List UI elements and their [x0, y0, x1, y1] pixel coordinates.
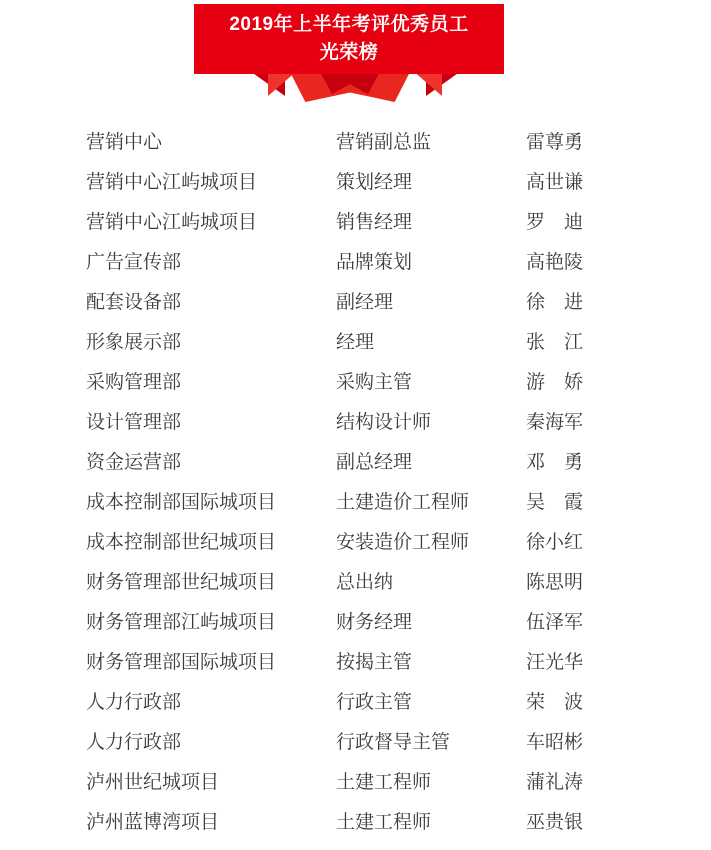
row-role: 土建工程师 [336, 771, 432, 793]
row-name: 高世谦 [526, 171, 584, 193]
row-name: 游 娇 [526, 371, 584, 393]
row-name: 张 江 [526, 331, 584, 353]
row-department: 泸州蓝博湾项目 [86, 811, 220, 833]
row-department: 成本控制部国际城项目 [86, 491, 277, 513]
table-row [0, 560, 711, 600]
row-name: 陈思明 [526, 571, 584, 593]
banner-title-line1: 2019年上半年考评优秀员工 [229, 14, 469, 36]
row-department: 营销中心江屿城项目 [86, 171, 258, 193]
row-department: 设计管理部 [86, 411, 182, 433]
table-row [0, 720, 711, 760]
table-row [0, 120, 711, 160]
row-department: 泸州世纪城项目 [86, 771, 220, 793]
row-role: 土建造价工程师 [336, 491, 470, 513]
row-department: 财务管理部国际城项目 [86, 651, 277, 673]
row-department: 形象展示部 [86, 331, 182, 353]
row-name: 邓 勇 [526, 451, 584, 473]
table-row [0, 360, 711, 400]
row-role: 采购主管 [336, 371, 413, 393]
row-department: 营销中心江屿城项目 [86, 211, 258, 233]
row-role: 营销副总监 [336, 131, 432, 153]
table-row [0, 600, 711, 640]
table-row [0, 320, 711, 360]
row-name: 雷尊勇 [526, 131, 584, 153]
table-row [0, 520, 711, 560]
row-role: 策划经理 [336, 171, 413, 193]
table-row [0, 800, 711, 840]
row-role: 土建工程师 [336, 811, 432, 833]
row-name: 高艳陵 [526, 251, 584, 273]
table-row [0, 400, 711, 440]
table-row [0, 480, 711, 520]
row-role: 财务经理 [336, 611, 413, 633]
row-department: 财务管理部江屿城项目 [86, 611, 277, 633]
table-row [0, 160, 711, 200]
row-department: 配套设备部 [86, 291, 182, 313]
row-name: 伍泽军 [526, 611, 584, 633]
row-role: 销售经理 [336, 211, 413, 233]
row-name: 秦海军 [526, 411, 584, 433]
row-role: 结构设计师 [336, 411, 432, 433]
row-department: 资金运营部 [86, 451, 182, 473]
table-row [0, 640, 711, 680]
row-role: 品牌策划 [336, 251, 413, 273]
honor-roll-list [0, 120, 711, 840]
row-department: 人力行政部 [86, 691, 182, 713]
row-name: 吴 霞 [526, 491, 584, 513]
row-role: 副经理 [336, 291, 394, 313]
banner-title [194, 4, 504, 74]
row-role: 总出纳 [336, 571, 394, 593]
row-role: 行政主管 [336, 691, 413, 713]
row-department: 财务管理部世纪城项目 [86, 571, 277, 593]
row-department: 营销中心 [86, 131, 163, 153]
row-role: 经理 [336, 331, 375, 353]
row-department: 人力行政部 [86, 731, 182, 753]
table-row [0, 240, 711, 280]
row-name: 罗 迪 [526, 211, 584, 233]
banner-ribbon [194, 4, 504, 74]
row-name: 蒲礼涛 [526, 771, 584, 793]
row-name: 车昭彬 [526, 731, 584, 753]
row-name: 汪光华 [526, 651, 584, 673]
row-name: 巫贵银 [526, 811, 584, 833]
table-row [0, 440, 711, 480]
row-department: 广告宣传部 [86, 251, 182, 273]
table-row [0, 760, 711, 800]
row-name: 荣 波 [526, 691, 584, 713]
row-department: 采购管理部 [86, 371, 182, 393]
table-row [0, 280, 711, 320]
row-name: 徐 进 [526, 291, 584, 313]
banner [0, 0, 711, 112]
row-department: 成本控制部世纪城项目 [86, 531, 277, 553]
table-row [0, 200, 711, 240]
banner-title-line2: 光荣榜 [319, 42, 379, 63]
row-role: 副总经理 [336, 451, 413, 473]
row-role: 安装造价工程师 [336, 531, 470, 553]
row-role: 按揭主管 [336, 651, 413, 673]
row-role: 行政督导主管 [336, 731, 451, 753]
table-row [0, 680, 711, 720]
row-name: 徐小红 [526, 531, 584, 553]
